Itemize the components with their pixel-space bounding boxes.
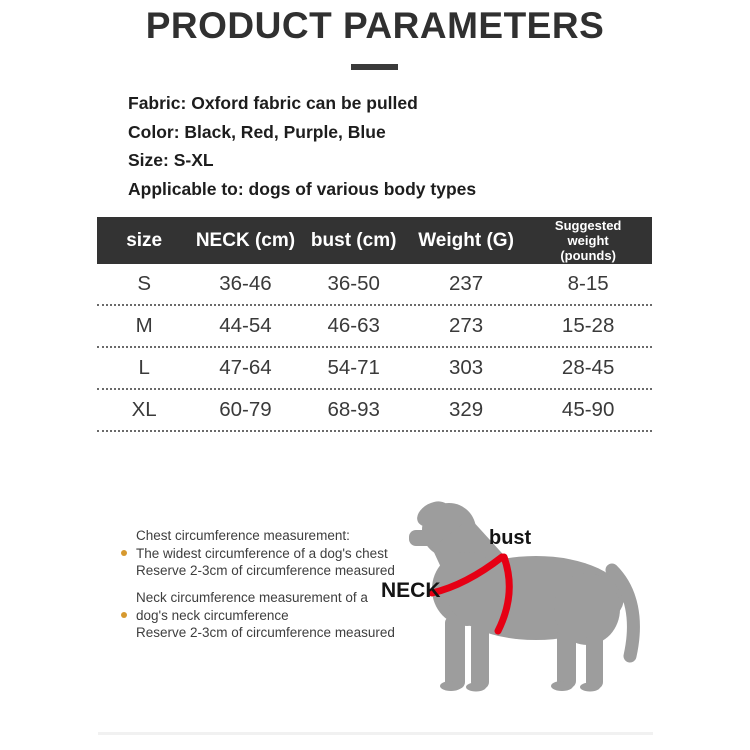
dog-silhouette — [409, 496, 633, 691]
column-header-suggested-weight: Suggested weight (pounds) — [554, 218, 622, 263]
table-row-s — [97, 264, 652, 306]
column-header-neck: NECK (cm) — [195, 229, 296, 251]
note-line: Neck circumference measurement of a — [136, 590, 368, 605]
note-neck-measurement — [136, 589, 395, 642]
cell-bust: 54-71 — [327, 356, 380, 379]
bullet-icon — [121, 550, 127, 556]
cell-size: M — [135, 314, 153, 337]
column-header-weight: Weight (G) — [418, 229, 514, 251]
cell-weight: 273 — [448, 314, 484, 337]
cell-neck: 47-64 — [219, 356, 272, 379]
cell-weight: 303 — [448, 356, 484, 379]
cell-bust: 36-50 — [327, 272, 380, 295]
detail-applicable: Applicable to: dogs of various body types — [128, 178, 477, 199]
note-line: dog's neck circumference — [136, 607, 289, 623]
cell-bust: 68-93 — [327, 398, 380, 421]
bottom-divider — [98, 732, 653, 735]
detail-size: Size: S-XL — [128, 150, 214, 170]
cell-neck: 44-54 — [219, 314, 272, 337]
bust-label: bust — [489, 527, 532, 549]
detail-color: Color: Black, Red, Purple, Blue — [128, 121, 386, 142]
cell-weight: 329 — [448, 398, 484, 421]
title-underline — [351, 64, 398, 70]
note-line: Reserve 2-3cm of circumference measured — [136, 563, 395, 578]
cell-size: XL — [131, 398, 157, 421]
detail-fabric: Fabric: Oxford fabric can be pulled — [128, 93, 418, 113]
table-row-m — [97, 306, 652, 348]
size-table-header — [97, 217, 652, 264]
table-row-xl — [97, 390, 652, 432]
note-line: Chest circumference measurement: — [136, 528, 350, 543]
cell-size: S — [137, 272, 152, 295]
cell-neck: 60-79 — [219, 398, 272, 421]
bullet-icon — [121, 612, 127, 618]
size-table — [97, 217, 652, 432]
cell-size: L — [138, 356, 150, 379]
note-chest-measurement — [136, 527, 395, 580]
column-header-bust: bust (cm) — [310, 229, 397, 251]
cell-suggested: 8-15 — [567, 272, 609, 295]
cell-suggested: 28-45 — [561, 356, 615, 379]
page-title: PRODUCT PARAMETERS — [145, 5, 605, 46]
product-details — [128, 89, 476, 203]
neck-label: NECK — [381, 579, 441, 602]
dog-mouth — [409, 546, 430, 558]
cell-suggested: 45-90 — [561, 398, 615, 421]
table-row-l — [97, 348, 652, 390]
note-line: Reserve 2-3cm of circumference measured — [136, 625, 395, 640]
cell-weight: 237 — [448, 272, 484, 295]
cell-bust: 46-63 — [327, 314, 380, 337]
note-line: The widest circumference of a dog's chest — [136, 545, 388, 561]
cell-neck: 36-46 — [219, 272, 272, 295]
cell-suggested: 15-28 — [561, 314, 615, 337]
column-header-size: size — [126, 229, 163, 251]
